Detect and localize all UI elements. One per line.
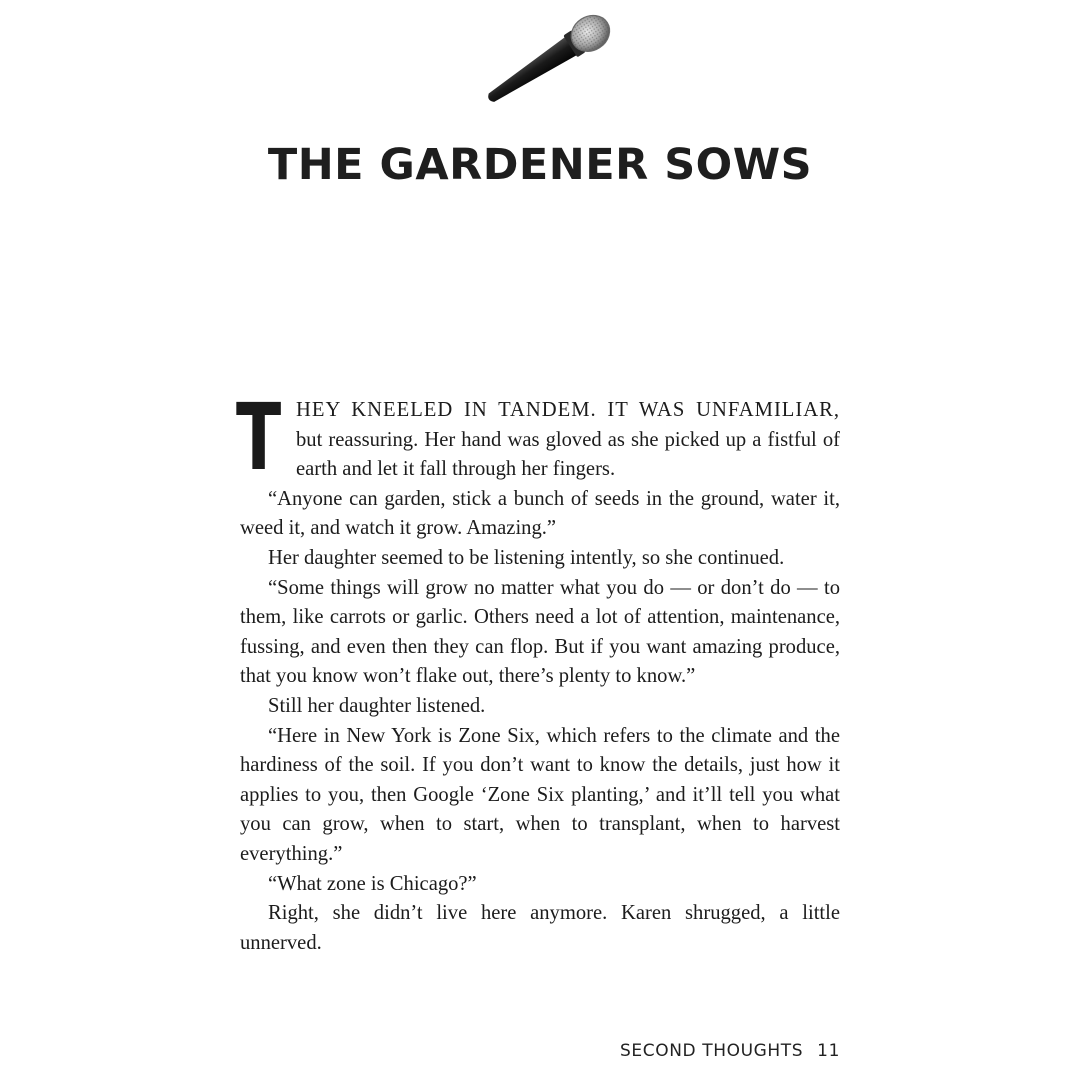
running-footer bbox=[620, 1041, 840, 1061]
book-title: SECOND THOUGHTS bbox=[620, 1041, 804, 1061]
opening-paragraph bbox=[236, 384, 840, 491]
microphone-icon bbox=[476, 14, 626, 104]
drop-cap: T bbox=[236, 384, 282, 491]
chapter-title: THE GARDENER SOWS bbox=[267, 140, 813, 190]
paragraph: “Anyone can garden, stick a bunch of seeds in the ground, water it, weed it, and watch it grow. Amazing.” bbox=[240, 487, 840, 540]
body-text bbox=[236, 384, 840, 958]
paragraph: Still her daughter listened. bbox=[268, 694, 486, 717]
paragraph: “Here in New York is Zone Six, which refers to the climate and the hardiness of the soil. If you don’t want to know the details, just how it applies to you, then Google ‘Zone Six planting,’ and it’ll tell you what you can grow, when to start, when to transplant, when to harvest everything.” bbox=[240, 724, 840, 865]
paragraph: “Some things will grow no matter what you do — or don’t do — to them, like carrots or garlic. Others need a lot of attention, maintenance, fussing, and even then they can flop. But if you want amazing produce, that you know won’t flake out, there’s plenty to know.” bbox=[240, 576, 840, 688]
paragraph: Her daughter seemed to be listening intently, so she continued. bbox=[268, 546, 785, 569]
paragraph: “What zone is Chicago?” bbox=[268, 872, 477, 895]
page-number: 11 bbox=[817, 1041, 840, 1061]
opening-small-caps: HEY KNEELED IN TANDEM. IT WAS UNFAMILIAR, bbox=[296, 399, 840, 421]
opening-paragraph-text: but reassuring. Her hand was gloved as she picked up a fistful of earth and let it fall through her fingers. bbox=[296, 428, 840, 481]
paragraph: Right, she didn’t live here anymore. Karen shrugged, a little unnerved. bbox=[240, 902, 840, 954]
